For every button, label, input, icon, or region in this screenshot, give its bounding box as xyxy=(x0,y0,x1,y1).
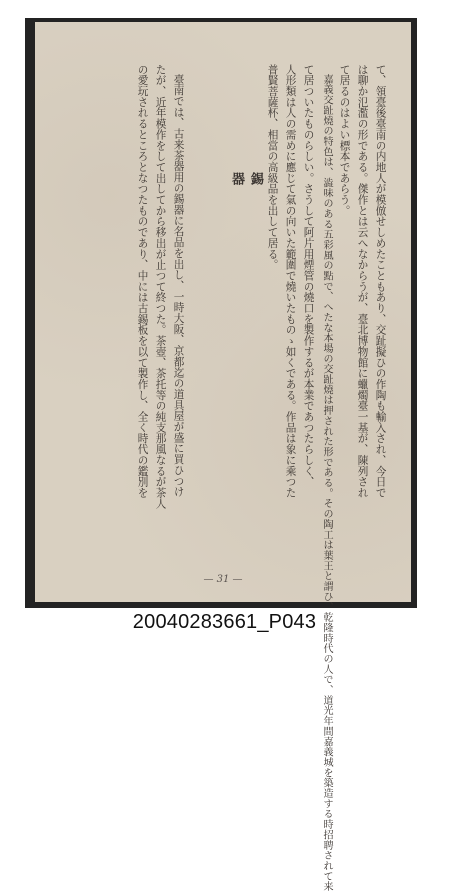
image-caption: 20040283661_P043 xyxy=(132,611,317,633)
page-number: — 31 — xyxy=(203,574,243,585)
text-column: て、領臺後臺南の内地人が模倣せしめたこともあり、交趾擬ひの作陶も輸入され、今日で xyxy=(374,64,387,498)
heading-char: 錫 xyxy=(248,172,263,185)
text-column: て居ついたものらしい。さうして阿片用煙管の燒口を製作するが本業であつたらしく、 xyxy=(302,64,315,488)
text-column: たが、近年模作をして出してから移出が止つて終つた。茶壺、茶托等の純支那風なるが茶人 xyxy=(154,64,167,509)
text-column: 嘉義交趾燒の特色は、澁味のある五彩風の點で、へたな本場の交趾燒は押された形である。その陶工は葉王と謂ひ、乾隆時代の人で、道光年間嘉義城を築造する時招聘されて来 xyxy=(321,74,333,892)
text-column: は聊か氾濫の形である。傑作とは云へなからうが、臺北博物館に蠟燭臺一基が、陳列され xyxy=(356,64,369,498)
text-column: の愛玩されるところとなつたものであり、中には古錫板を以て製作し、全く時代の鑑別を xyxy=(136,64,149,498)
text-column: て居るのはよい標本であらう。 xyxy=(338,64,351,216)
text-column: 人形類は人の需めに應じて氣の向いた範圍で燒いたものゝ如くである。作品は象に乘つた xyxy=(284,64,297,498)
section-heading xyxy=(227,172,265,186)
text-column: 普賢菩薩杯、相當の高級品を出して居る。 xyxy=(266,64,279,271)
heading-char: 器 xyxy=(229,172,244,185)
text-column: 臺南では、古来茶器用の錫器に名品を出し、一時大阪、京都迄の道具屋が盛に買ひつけ xyxy=(172,74,185,498)
